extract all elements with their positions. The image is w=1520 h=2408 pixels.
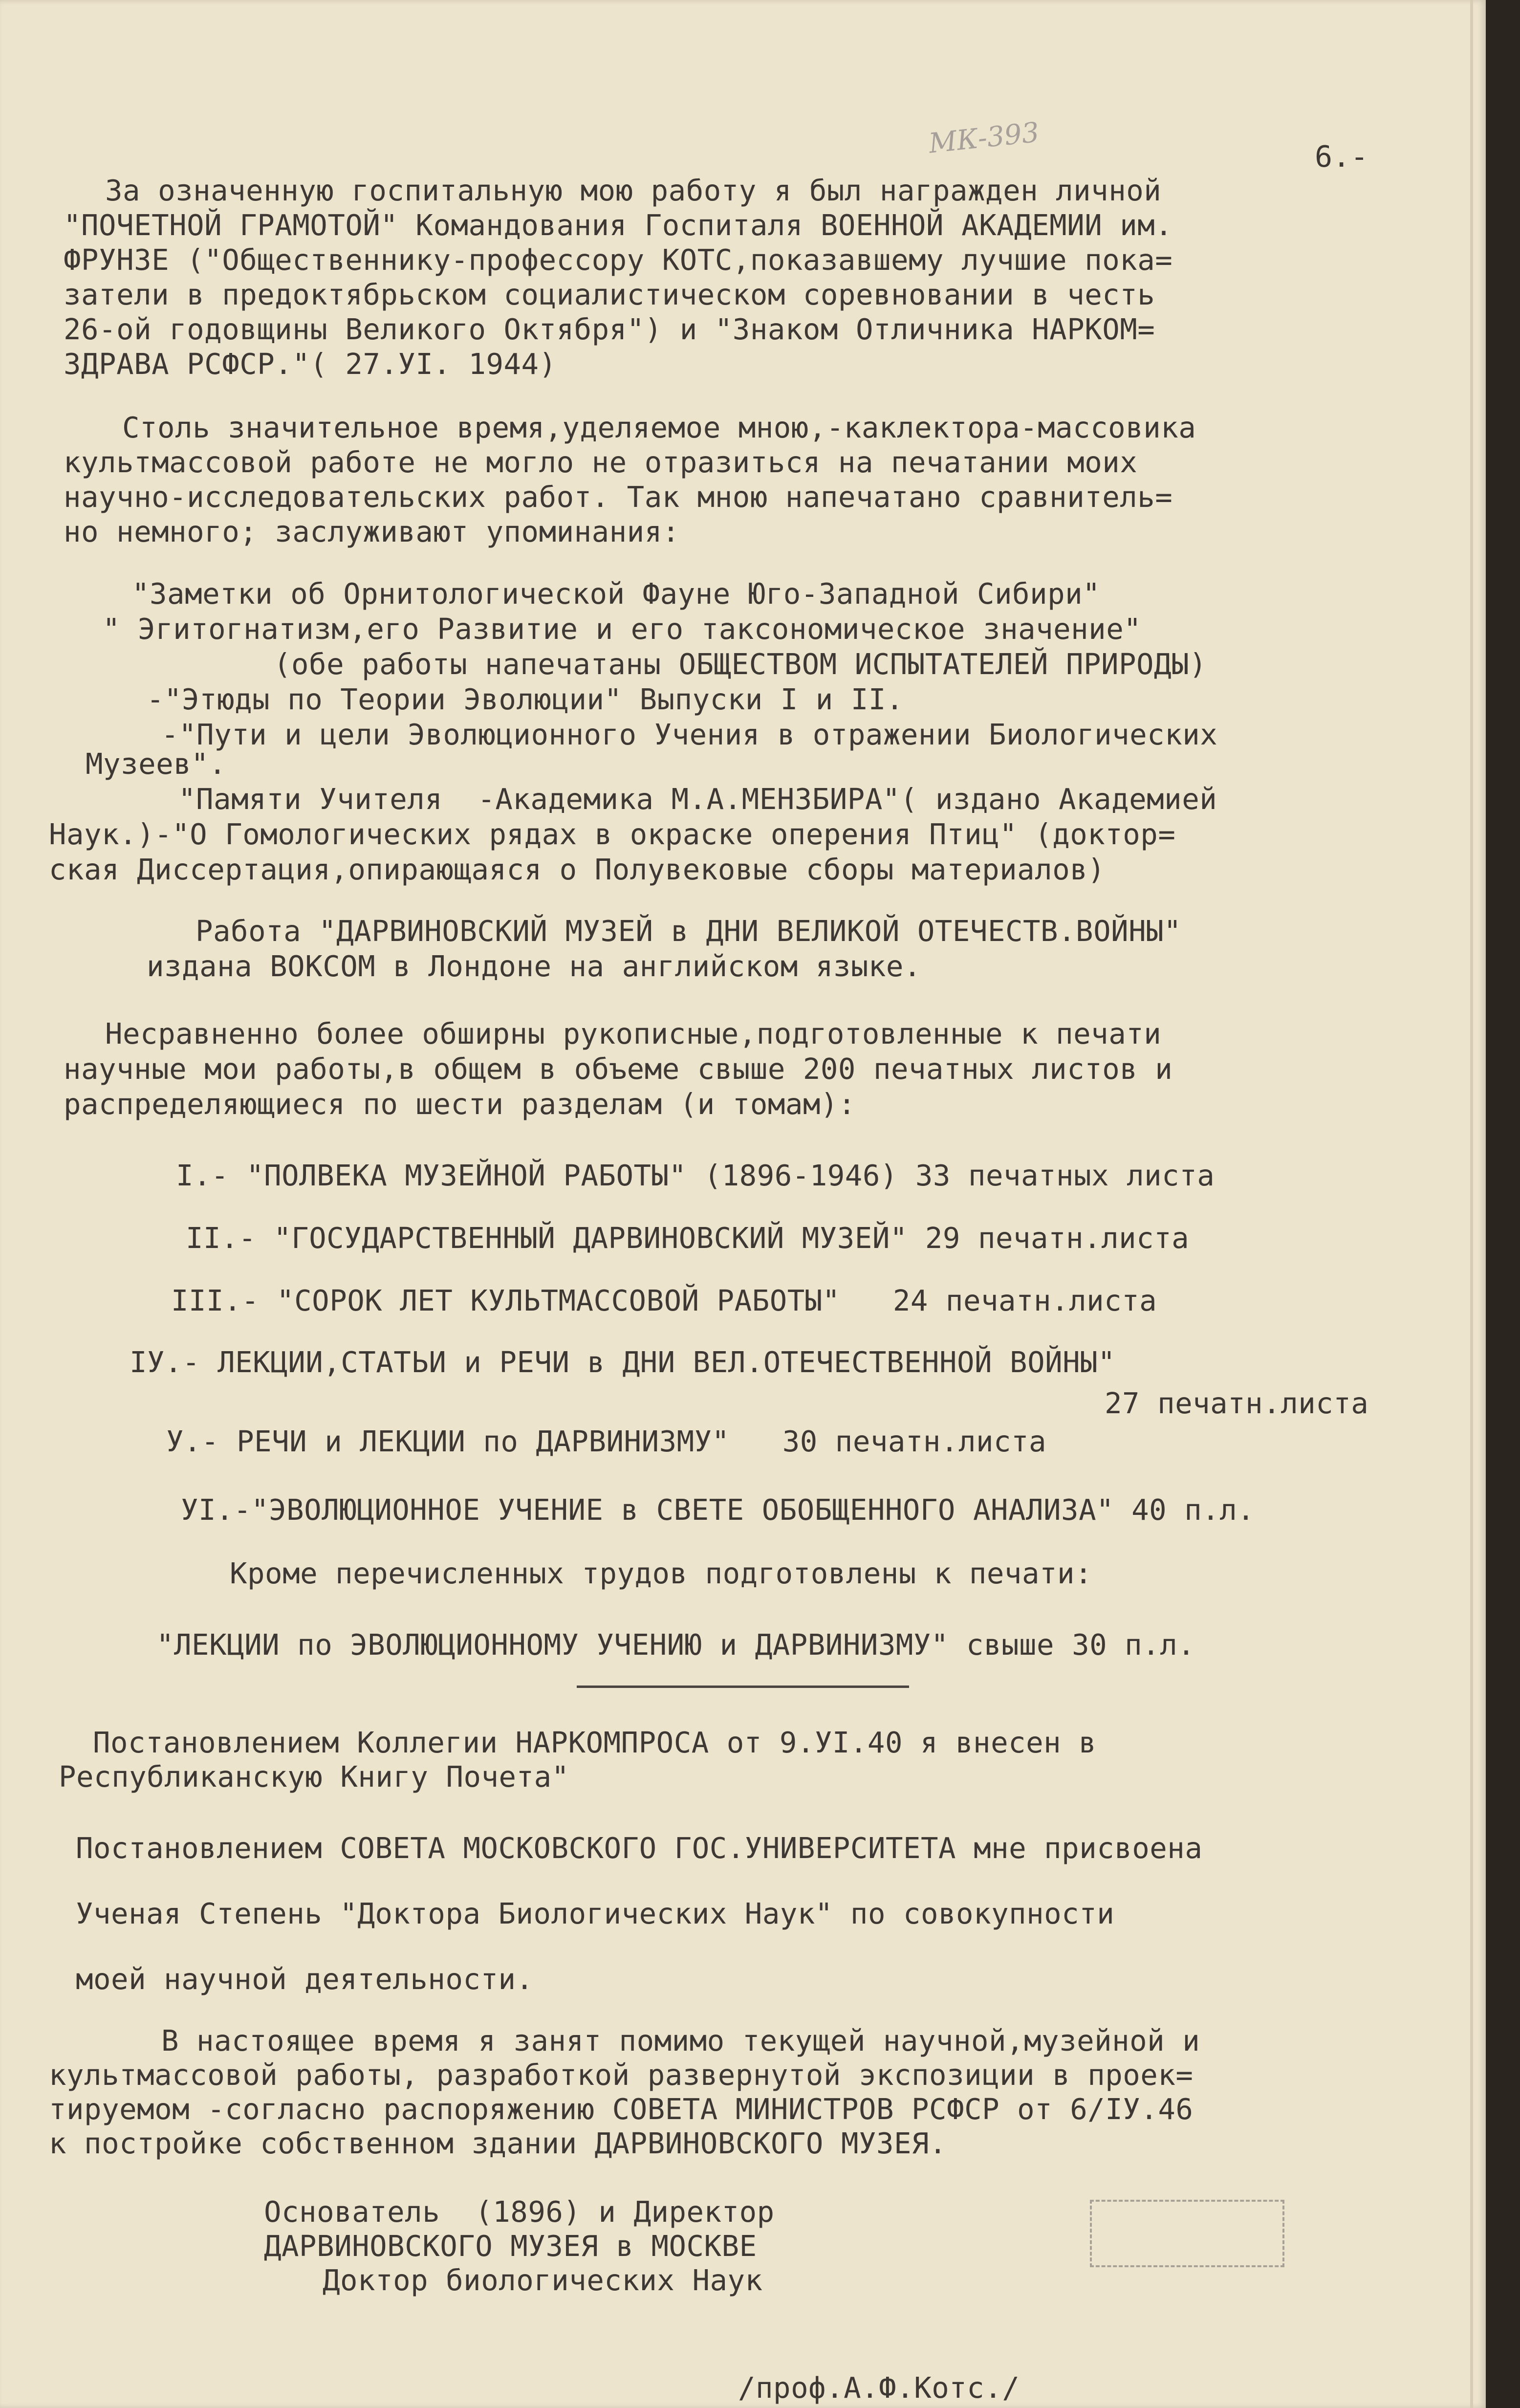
honor-line-1: Постановлением Коллегии НАРКОМПРОСА от 9.УI.40 я внесен в bbox=[93, 1726, 1097, 1759]
volume-item-5: У.- РЕЧИ и ЛЕКЦИИ по ДАРВИНИЗМУ" 30 печатн.листа bbox=[166, 1424, 1047, 1458]
archive-pencil-mark: МК-393 bbox=[927, 116, 1041, 160]
publications-intro-line-4: но немного; заслуживают упоминания: bbox=[64, 515, 680, 548]
award-line-1: За означенную госпитальную мою работу я был награжден личной bbox=[105, 174, 1162, 207]
volume-item-4: IУ.- ЛЕКЦИИ,СТАТЬИ и РЕЧИ в ДНИ ВЕЛ.ОТЕЧЕСТВЕННОЙ ВОЙНЫ" bbox=[130, 1345, 1116, 1379]
honor-line-4: Ученая Степень "Доктора Биологических Наук" по совокупности bbox=[76, 1897, 1115, 1930]
honor-line-3: Постановлением СОВЕТА МОСКОВСКОГО ГОС.УНИВЕРСИТЕТА мне присвоена bbox=[76, 1831, 1203, 1865]
volume-item-1: I.- "ПОЛВЕКА МУЗЕЙНОЙ РАБОТЫ" (1896-1946) 33 печатных листа bbox=[176, 1159, 1215, 1192]
manuscripts-intro-line-3: распределяющиеся по шести разделам (и томам): bbox=[64, 1087, 856, 1121]
publication-item: -"Пути и цели Эволюционного Учения в отражении Биологических bbox=[161, 718, 1218, 751]
section-divider bbox=[577, 1686, 909, 1688]
award-line-6: ЗДРАВА РСФСР."( 27.УI. 1944) bbox=[64, 347, 557, 381]
page-edge-shadow bbox=[1470, 0, 1473, 2408]
english-publication-line-2: издана ВОКСОМ в Лондоне на английском языке. bbox=[147, 949, 921, 983]
award-line-4: затели в предоктябрьском социалистическом соревновании в честь bbox=[64, 278, 1155, 311]
archive-stamp bbox=[1090, 2200, 1284, 2267]
volume-item-3: III.- "СОРОК ЛЕТ КУЛЬТМАССОВОЙ РАБОТЫ" 24 печатн.листа bbox=[171, 1284, 1157, 1317]
honor-line-5: моей научной деятельности. bbox=[76, 1962, 534, 1996]
award-line-3: ФРУНЗЕ ("Общественнику-профессору КОТС,показавшему лучшие пока= bbox=[64, 243, 1173, 277]
current-work-line-1: В настоящее время я занят помимо текущей научной,музейной и bbox=[161, 2024, 1200, 2058]
honor-line-2: Республиканскую Книгу Почета" bbox=[59, 1760, 569, 1794]
publication-item: "Заметки об Орнитологической Фауне Юго-Западной Сибири" bbox=[132, 577, 1101, 611]
publications-intro-line-2: культмассовой работе не могло не отразиться на печатании моих bbox=[64, 445, 1138, 479]
publication-item: -"Этюды по Теории Эволюции" Выпуски I и II. bbox=[147, 682, 904, 716]
publication-note: (обе работы напечатаны ОБЩЕСТВОМ ИСПЫТАТЕЛЕЙ ПРИРОДЫ) bbox=[274, 647, 1207, 681]
publication-item: Наук.)-"О Гомологических рядах в окраске оперения Птиц" (доктор= bbox=[49, 817, 1176, 851]
additional-item: "ЛЕКЦИИ по ЭВОЛЮЦИОННОМУ УЧЕНИЮ и ДАРВИНИЗМУ" свыше 30 п.л. bbox=[156, 1628, 1195, 1662]
publications-intro-line-1: Столь значительное время,уделяемое мною,-каклектора-массовика bbox=[122, 411, 1196, 444]
publication-item: " Эгитогнатизм,его Развитие и его таксономическое значение" bbox=[103, 612, 1142, 646]
page-number: 6.- bbox=[1315, 140, 1368, 174]
additional-intro: Кроме перечисленных трудов подготовлены к печати: bbox=[230, 1556, 1093, 1590]
publication-item-continuation: Музеев". bbox=[86, 747, 227, 781]
signature-title-line-2: ДАРВИНОВСКОГО МУЗЕЯ в МОСКВЕ bbox=[264, 2229, 757, 2263]
current-work-line-3: тируемом -согласно распоряжению СОВЕТА МИНИСТРОВ РСФСР от 6/IУ.46 bbox=[49, 2092, 1194, 2126]
signature-name: /проф.А.Ф.Котс./ bbox=[738, 2371, 1020, 2405]
signature-title-line-1: Основатель (1896) и Директор bbox=[264, 2195, 775, 2229]
manuscripts-intro-line-2: научные мои работы,в общем в объеме свыше 200 печатных листов и bbox=[64, 1052, 1173, 1086]
publications-intro-line-3: научно-исследовательских работ. Так мною напечатано сравнитель= bbox=[64, 480, 1173, 514]
volume-item-2: II.- "ГОСУДАРСТВЕННЫЙ ДАРВИНОВСКИЙ МУЗЕЙ" 29 печатн.листа bbox=[186, 1221, 1190, 1255]
award-line-5: 26-ой годовщины Великого Октября") и "Знаком Отличника НАРКОМ= bbox=[64, 312, 1155, 346]
publication-item-continuation: ская Диссертация,опирающаяся о Полувековые сборы материалов) bbox=[49, 853, 1106, 886]
current-work-line-4: к постройке собственном здании ДАРВИНОВСКОГО МУЗЕЯ. bbox=[49, 2126, 947, 2160]
publication-item: "Памяти Учителя -Академика М.А.МЕНЗБИРА"( издано Академией bbox=[178, 782, 1217, 816]
english-publication-line-1: Работа "ДАРВИНОВСКИЙ МУЗЕЙ в ДНИ ВЕЛИКОЙ ОТЕЧЕСТВ.ВОЙНЫ" bbox=[195, 914, 1182, 948]
volume-item-4-sheets: 27 печатн.листа bbox=[1105, 1386, 1369, 1420]
award-line-2: "ПОЧЕТНОЙ ГРАМОТОЙ" Командования Госпиталя ВОЕННОЙ АКАДЕМИИ им. bbox=[64, 208, 1173, 242]
signature-title-line-3: Доктор биологических Наук bbox=[323, 2263, 763, 2297]
current-work-line-2: культмассовой работы, разработкой развернутой экспозиции в проек= bbox=[49, 2058, 1194, 2092]
manuscripts-intro-line-1: Несравненно более обширны рукописные,подготовленные к печати bbox=[105, 1017, 1162, 1051]
volume-item-6: УI.-"ЭВОЛЮЦИОННОЕ УЧЕНИЕ в СВЕТЕ ОБОБЩЕННОГО АНАЛИЗА" 40 п.л. bbox=[181, 1493, 1255, 1527]
